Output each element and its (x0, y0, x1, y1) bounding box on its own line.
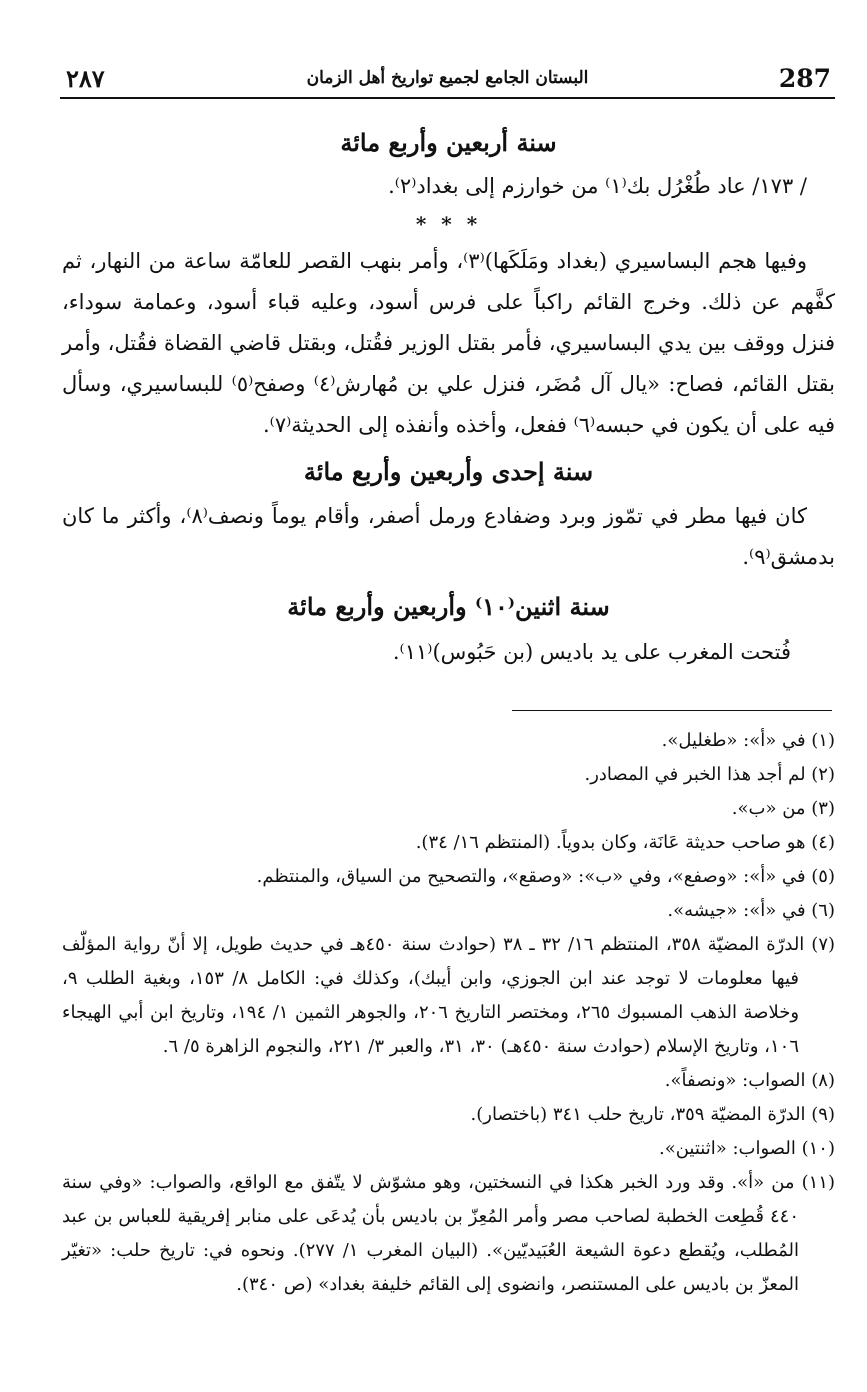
running-header (60, 60, 835, 96)
paragraph-tughrul: / ١٧٣/ عاد طُغْرُل بك⁽١⁾ من خوارزم إلى بغداد⁽٢⁾. (388, 174, 807, 198)
paragraph-rain: كان فيها مطر في تمّوز وبرد وضفادع ورمل أصفر، وأقام يوماً ونصف⁽٨⁾، وأكثر ما كان بدمشق⁽٩⁾. (62, 504, 835, 569)
footnote-5: (٥) في «أ»: «وصفع»، وفي «ب»: «وصقع»، والتصحيح من السياق، والمنتظم. (256, 866, 835, 887)
footnote-7: (٧) الدرّة المضيّة ٣٥٨، المنتظم ١٦/ ٣٢ ـ ٣٨ (حوادث سنة ٤٥٠هـ في حديث طويل، إلا أنّ رواية المؤلّف فيها معلومات لا توجد عند ابن الجوزي، وابن أيبك)، وكذلك في: الكامل ٨/ ١٥٣، وبغية الطلب ٩، وخلاصة الذهب المسبوك ٢٦٥، ومختصر التاريخ ٢٠٦، والجوهر الثمين ١/ ١٩٤، وتاريخ ابن أبي الهيجاء ١٠٦، وتاريخ الإسلام (حوادث سنة ٤٥٠هـ) ٣٠، ٣١، والعبر ٣/ ٢٢١، والنجوم الزاهرة ٥/ ٦. (62, 934, 836, 1057)
paragraph-basasiri: وفيها هجم البساسيري (بغداد ومَلَكَها)⁽٣⁾، وأمر بنهب القصر للعامّة ساعة من النهار، ثم كفَّهم عن ذلك. وخرج القائم راكباً على فرس أسود، وعليه قباء أسود، وعمامة سوداء، فنزل ووقف بين يدي البساسيري، فأمر بقتل الوزير فقُتل، وبقتل قاضي القضاة فقُتل، وأمر بقتل القائم، فصاح: «يال آل مُضَر، فنزل علي بن مُهارش⁽٤⁾ وصفح⁽٥⁾ للبساسيري، وسأل فيه على أن يكون في حبسه⁽٦⁾ ففعل، وأخذه وأنفذه إلى الحديثة⁽٧⁾. (62, 249, 835, 437)
footnote-3: (٣) من «ب». (731, 798, 835, 819)
footnotes (62, 724, 835, 1302)
footnote-8: (٨) الصواب: «ونصفاً». (664, 1070, 835, 1091)
footnote-2: (٢) لم أجد هذا الخبر في المصادر. (584, 764, 835, 785)
footnote-11: (١١) من «أ». وقد ورد الخبر هكذا في النسختين، وهو مشوّش لا يتّفق مع الواقع، والصواب: «وفي سنة ٤٤٠ قُطِعت الخطبة لصاحب مصر وأمر المُعِزّ بن باديس بأن يُدعَى على منابر إفريقية للعباس بن عبد المُطلب، ويُقطع دعوة الشيعة العُبَيديّين». (البيان المغرب ١/ ٢٧٧). ونحوه في: تاريخ حلب: «تغيّر المعزّ بن باديس على المستنصر، وانضوى إلى القائم خليفة بغداد» (ص ٣٤٠). (62, 1172, 835, 1295)
page-number-latin: 287 (778, 64, 831, 93)
footnote-rule (512, 710, 832, 711)
footnote-4: (٤) هو صاحب حديثة عَانَة، وكان بدوياً. (المنتظم ١٦/ ٣٤). (415, 832, 835, 853)
paragraph-maghrib: فُتحت المغرب على يد باديس (بن حَبُوس)⁽١١⁾. (392, 640, 791, 664)
header-rule (60, 97, 835, 99)
year-heading-440: سنة أربعين وأربع مائة (340, 128, 557, 157)
footnote-10: (١٠) الصواب: «اثنتين». (659, 1138, 835, 1159)
section-separator: * * * (415, 212, 482, 236)
footnote-6: (٦) في «أ»: «جيشه». (667, 900, 835, 921)
year-heading-441: سنة إحدى وأربعين وأربع مائة (303, 457, 594, 486)
page-number-arabic: ٢٨٧ (66, 64, 105, 93)
main-text (62, 120, 835, 673)
footnote-9: (٩) الدرّة المضيّة ٣٥٩، تاريخ حلب ٣٤١ (باختصار). (470, 1104, 835, 1125)
footnote-1: (١) في «أ»: «طغليل». (661, 730, 835, 751)
book-title: البستان الجامع لجميع تواريخ أهل الزمان (306, 68, 589, 88)
year-heading-442: سنة اثنين⁽١٠⁾ وأربعين وأربع مائة (287, 592, 610, 621)
